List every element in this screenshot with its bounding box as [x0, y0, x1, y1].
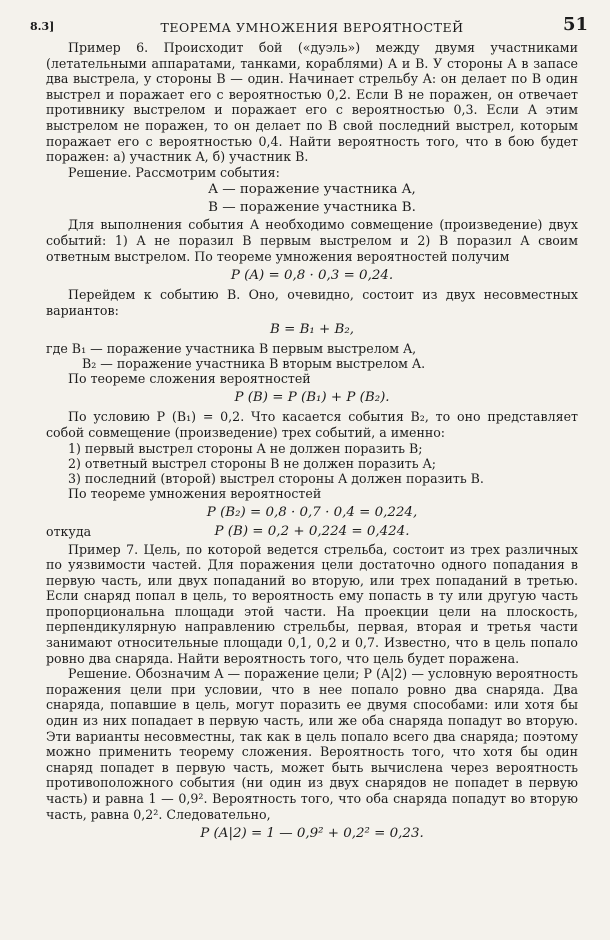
- example-6-paragraph-2: Для выполнения события A необходимо совмещение (произведение) двух событий: 1) A не поразил B первым выстрелом и 2) B поразил A своим ответным выстрелом. По теореме умножения вероятностей получим: [46, 217, 578, 264]
- formula-p-b2: P (B₂) = 0,8 · 0,7 · 0,4 = 0,224,: [206, 504, 418, 520]
- example-7-solution: Решение. Обозначим A — поражение цели; P (A|2) — условную вероятность поражения цели при условии, что в нее попало ровно два снаряда. Два снаряда, попавшие в цель, могут поразить ее двумя способами: или хотя бы один из них попадает в первую часть, или же оба снаряда попадут во вторую. Эти варианты несовместны, так как в цель попало всего два снаряда; поэтому можно применить теорему сложения. Вероятность того, что хотя бы один снаряд попадет в первую часть, может быть вычислена через вероятность противоположного события (ни один из двух снарядов не попадет в первую часть) и равна 1 — 0,9². Вероятность того, что оба снаряда попадут во вторую часть, равна 0,2². Следовательно,: [46, 666, 578, 822]
- book-page: [30, 14, 588, 845]
- formula-p-b-sum: P (B) = P (B₁) + P (B₂).: [234, 390, 390, 406]
- formula-p-a: P (A) = 0,8 · 0,3 = 0,24.: [230, 268, 394, 284]
- example-6-solution-intro: Решение. Рассмотрим события:: [68, 164, 280, 180]
- multiplication-theorem-line: По теореме умножения вероятностей: [68, 485, 322, 501]
- formula-p-b-row: [46, 524, 578, 539]
- running-header: [30, 14, 588, 40]
- event-a-definition: A — поражение участника A,: [208, 182, 416, 198]
- example-6-paragraph-4: По условию P (B₁) = 0,2. Что касается события B₂, то оно представляет собой совмещение (произведение) трех событий, а именно:: [46, 409, 578, 440]
- section-number: 8.3]: [30, 20, 55, 33]
- where-b2: B₂ — поражение участника B вторым выстрелом A.: [82, 356, 426, 372]
- condition-item-1: 1) первый выстрел стороны A не должен поразить B;: [68, 440, 423, 456]
- addition-theorem-line: По теореме сложения вероятностей: [68, 371, 311, 387]
- formula-p-b-result: P (B) = 0,2 + 0,224 = 0,424.: [214, 523, 410, 539]
- where-b1: где B₁ — поражение участника B первым выстрелом A,: [46, 341, 417, 357]
- condition-item-2: 2) ответный выстрел стороны B не должен поразить A;: [68, 455, 436, 471]
- whence-label: откуда: [46, 523, 92, 539]
- formula-p-a-given-2: P (A|2) = 1 — 0,9² + 0,2² = 0,23.: [200, 826, 424, 842]
- formula-b-sum: B = B₁ + B₂,: [270, 322, 354, 338]
- example-6-paragraph-3: Перейдем к событию B. Оно, очевидно, состоит из двух несовместных вариантов:: [46, 287, 578, 318]
- example-6-statement: Пример 6. Происходит бой («дуэль») между двумя участниками (летательными аппаратами, танками, кораблями) A и B. У стороны A в запасе два выстрела, у стороны B — один. Начинает стрельбу A: он делает по B один выстрел и поражает его с вероятностью 0,2. Если B не поражен, он отвечает противнику выстрелом и поражает его с вероятностью 0,3. Если A этим выстрелом не поражен, то он делает по B свой последний выстрел, которым поражает его с вероятностью 0,4. Найти вероятность того, что в бою будет поражен: а) участник A, б) участник B.: [46, 40, 578, 165]
- condition-item-3: 3) последний (второй) выстрел стороны A должен поразить B.: [68, 470, 484, 486]
- page-title: ТЕОРЕМА УМНОЖЕНИЯ ВЕРОЯТНОСТЕЙ: [160, 20, 464, 35]
- event-b-definition: B — поражение участника B.: [208, 200, 416, 216]
- example-7-statement: Пример 7. Цель, по которой ведется стрельба, состоит из трех различных по уязвимости частей. Для поражения цели достаточно одного попадания в первую часть, или двух попаданий во вторую, или трех попаданий в третью. Если снаряд попал в цель, то вероятность ему попасть в ту или другую часть пропорциональна площади этой части. На проекции цели на плоскость, перпендикулярную направлению стрельбы, первая, вторая и третья части занимают относительные площади 0,1, 0,2 и 0,7. Известно, что в цель попало ровно два снаряда. Найти вероятность того, что цель будет поражена.: [46, 541, 578, 666]
- page-number: 51: [562, 14, 588, 35]
